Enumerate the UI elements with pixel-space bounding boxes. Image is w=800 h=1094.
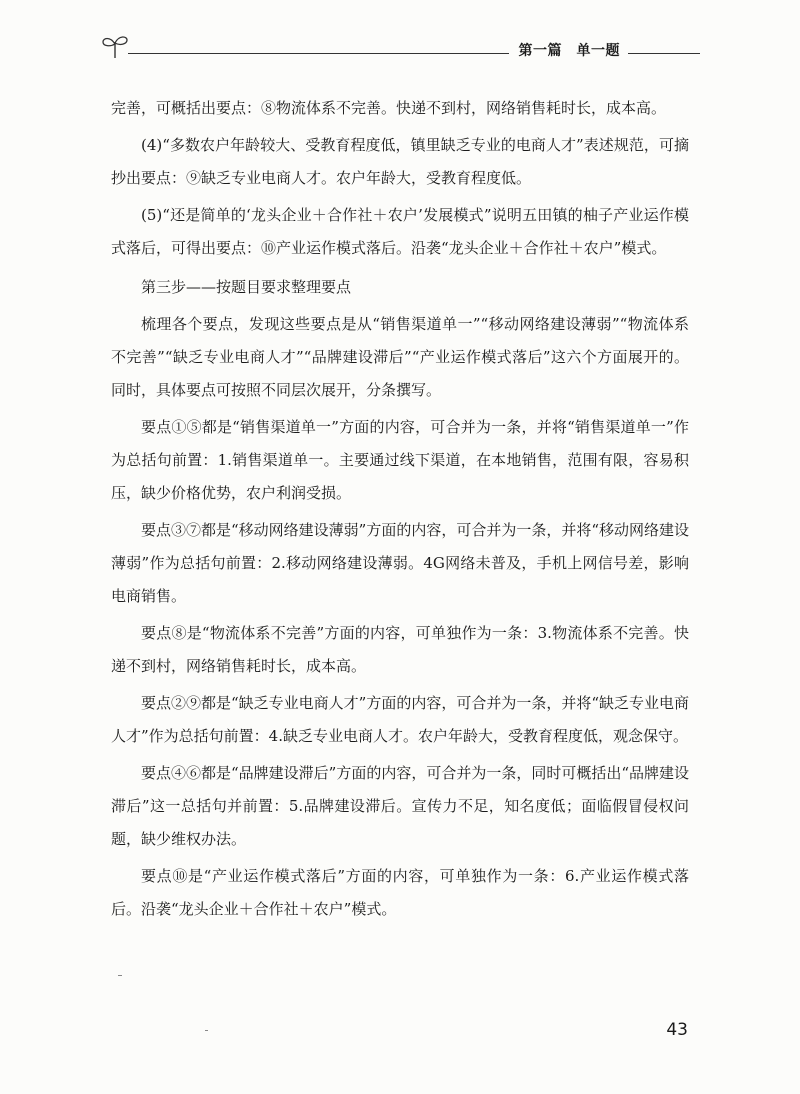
page-number: 43 — [666, 1020, 688, 1040]
scan-speck — [205, 1030, 208, 1031]
header-title: 第一篇 单一题 — [509, 40, 629, 60]
paragraph-3: (5)“还是简单的‘龙头企业＋合作社＋农户’发展模式”说明五田镇的柚子产业运作模式落后，可得出要点：⑩产业运作模式落后。沿袭“龙头企业＋合作社＋农户”模式。 — [111, 206, 689, 257]
sprout-icon — [100, 32, 130, 60]
paragraph-6: 要点①⑤都是“销售渠道单一”方面的内容，可合并为一条，并将“销售渠道单一”作为总括句前置：1.销售渠道单一。主要通过线下渠道，在本地销售，范围有限，容易积压，缺少价格优势，农户利润受损。 — [111, 418, 689, 502]
paragraph-9: 要点②⑨都是“缺乏专业电商人才”方面的内容，可合并为一条，并将“缺乏专业电商人才”作为总括句前置：4.缺乏专业电商人才。农户年龄大，受教育程度低，观念保守。 — [111, 694, 690, 745]
step-heading: 第三步——按题目要求整理要点 — [141, 278, 352, 296]
running-header — [100, 30, 700, 66]
body-text — [111, 92, 689, 930]
paragraph-1: 完善，可概括出要点：⑧物流体系不完善。快递不到村，网络销售耗时长，成本高。 — [111, 99, 667, 117]
paragraph-11: 要点⑩是“产业运作模式落后”方面的内容，可单独作为一条：6.产业运作模式落后。沿袭“龙头企业＋合作社＋农户”模式。 — [111, 867, 689, 918]
paragraph-8: 要点⑧是“物流体系不完善”方面的内容，可单独作为一条：3.物流体系不完善。快递不到村，网络销售耗时长，成本高。 — [111, 624, 689, 675]
paragraph-7: 要点③⑦都是“移动网络建设薄弱”方面的内容，可合并为一条，并将“移动网络建设薄弱”作为总括句前置：2.移动网络建设薄弱。4G网络未普及，手机上网信号差，影响电商销售。 — [111, 521, 690, 605]
scan-speck — [118, 975, 122, 976]
paragraph-5: 梳理各个要点，发现这些要点是从“销售渠道单一”“移动网络建设薄弱”“物流体系不完善”“缺乏专业电商人才”“品牌建设滞后”“产业运作模式落后”这六个方面展开的。同时，具体要点可按照不同层次展开，分条撰写。 — [111, 315, 689, 399]
paragraph-10: 要点④⑥都是“品牌建设滞后”方面的内容，可合并为一条，同时可概括出“品牌建设滞后”这一总括句并前置：5.品牌建设滞后。宣传力不足，知名度低；面临假冒侵权问题，缺少维权办法。 — [111, 764, 690, 848]
paragraph-2: (4)“多数农户年龄较大、受教育程度低，镇里缺乏专业的电商人才”表述规范，可摘抄出要点：⑨缺乏专业电商人才。农户年龄大，受教育程度低。 — [111, 136, 689, 187]
